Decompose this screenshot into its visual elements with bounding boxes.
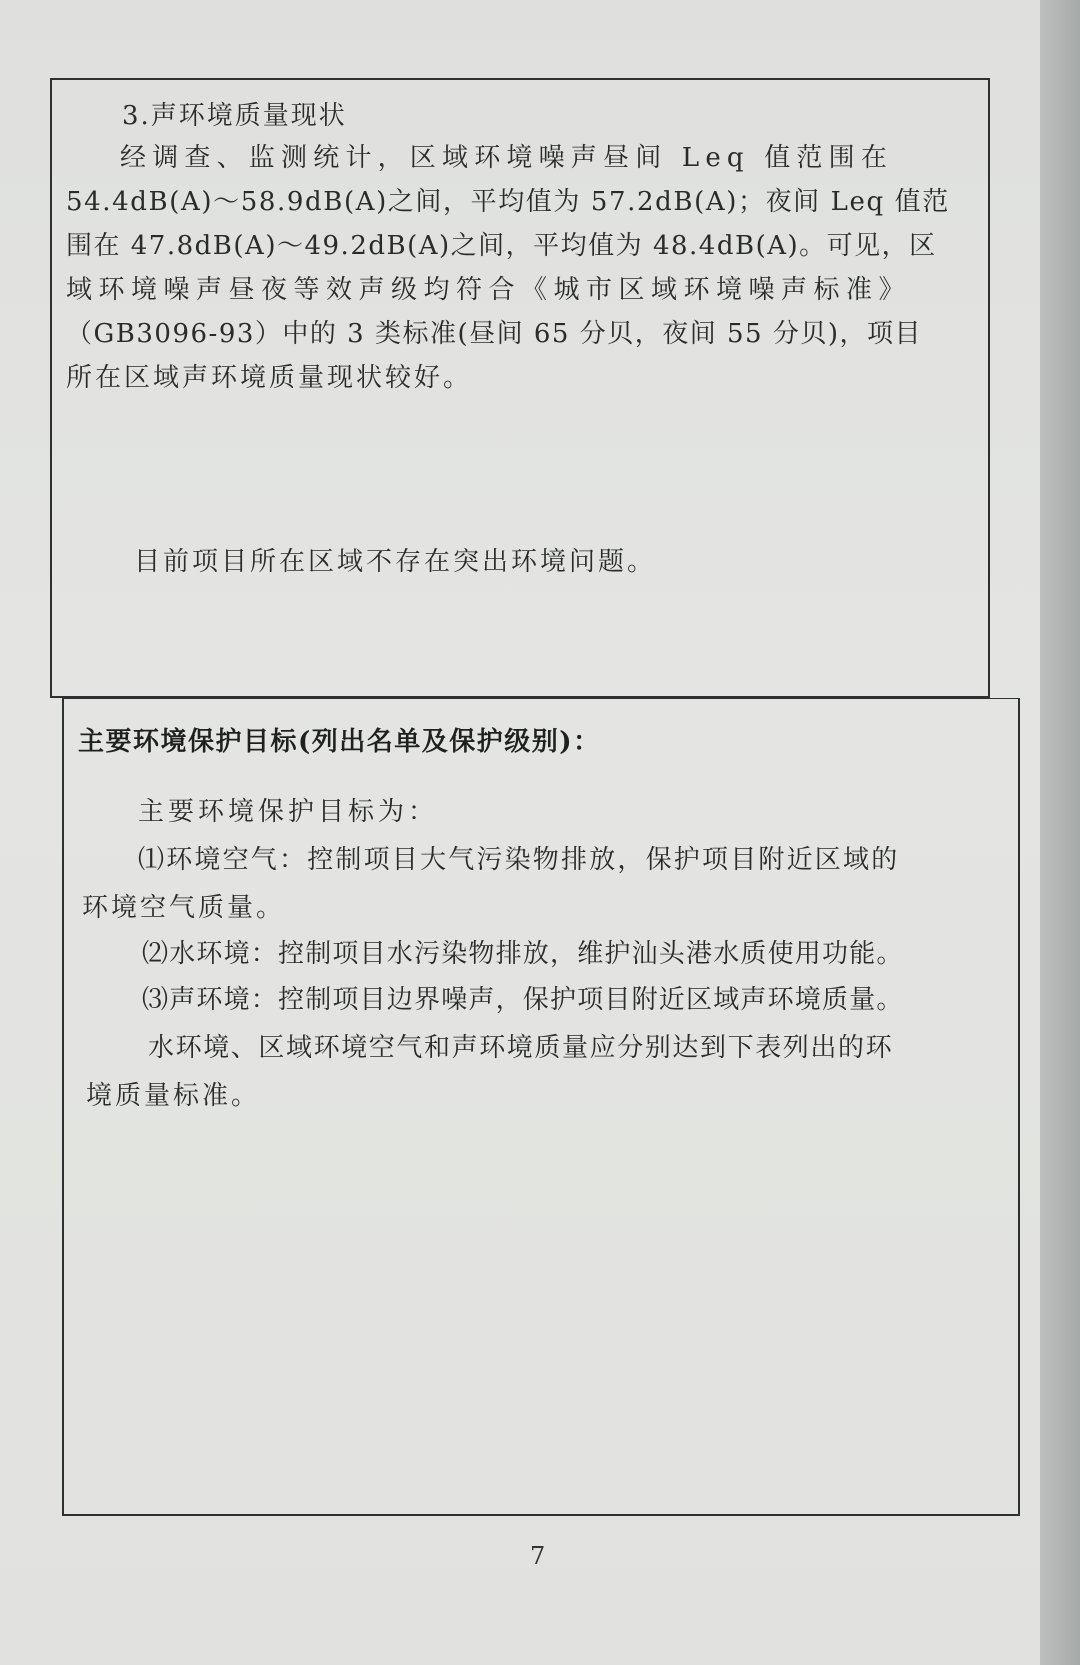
protection-item: ⑵水环境：控制项目水污染物排放，维护汕头港水质使用功能。 <box>142 939 904 969</box>
section-heading: 3.声环境质量现状 <box>122 101 347 131</box>
protection-item: ⑶声环境：控制项目边界噪声，保护项目附近区域声环境质量。 <box>142 985 904 1015</box>
paragraph-line: （GB3096-93）中的 3 类标准(昼间 65 分贝，夜间 55 分贝)，项目 <box>66 319 922 349</box>
protection-item: ⑴环境空气：控制项目大气污染物排放，保护项目附近区域的 <box>138 845 900 875</box>
paragraph-line: 54.4dB(A)～58.9dB(A)之间，平均值为 57.2dB(A)；夜间 Leq 值范 <box>66 187 950 217</box>
paragraph-line: 围在 47.8dB(A)～49.2dB(A)之间，平均值为 48.4dB(A)。可见，区 <box>66 231 937 261</box>
protection-item: 环境空气质量。 <box>82 893 286 923</box>
protection-heading: 主要环境保护目标(列出名单及保护级别)： <box>78 727 601 757</box>
paragraph-line: 经调查、监测统计，区域环境噪声昼间 Leq 值范围在 <box>120 143 894 173</box>
paragraph-line: 域环境噪声昼夜等效声级均符合《城市区域环境噪声标准》 <box>66 275 912 305</box>
protection-intro: 主要环境保护目标为： <box>138 797 439 827</box>
protection-item: 境质量标准。 <box>86 1081 261 1111</box>
environment-note: 目前项目所在区域不存在突出环境问题。 <box>134 547 657 577</box>
paragraph-line: 所在区域声环境质量现状较好。 <box>66 363 473 393</box>
page-number: 7 <box>530 1542 546 1570</box>
next-page-edge <box>1040 0 1080 1665</box>
protection-item: 水环境、区域环境空气和声环境质量应分别达到下表列出的环 <box>148 1033 894 1063</box>
